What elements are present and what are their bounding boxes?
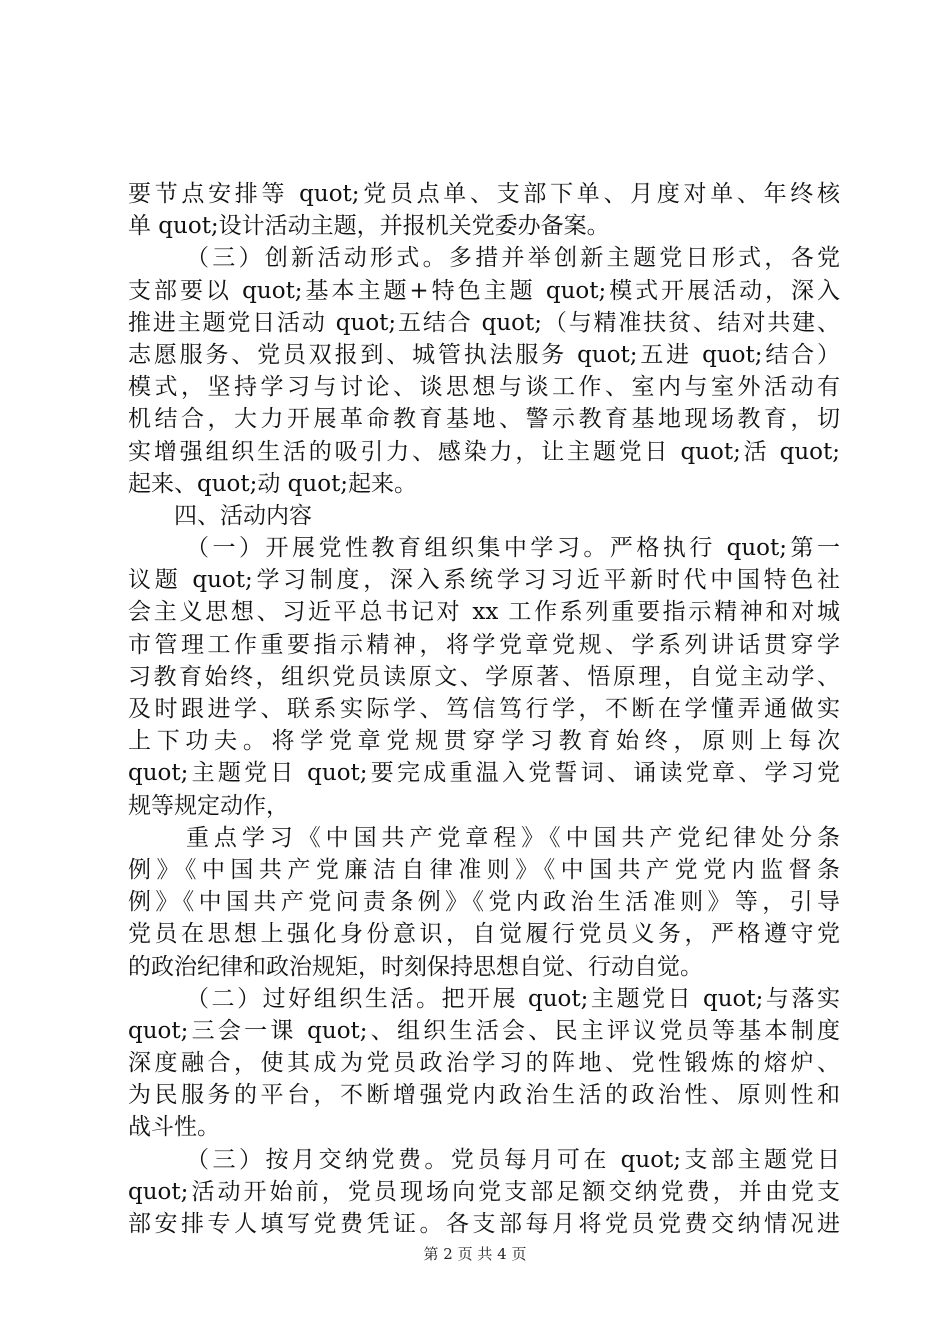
text-line: 上下功夫。将学党章党规贯穿学习教育始终，原则上每次 — [128, 728, 840, 755]
page-footer: 第 2 页 共 4 页 — [423, 1245, 527, 1263]
document-body — [128, 178, 840, 1240]
text-line: 部安排专人填写党费凭证。各支部每月将党员党费交纳情况进 — [128, 1211, 840, 1237]
text-line: 规等规定动作， — [128, 792, 289, 819]
text-line: 市管理工作重要指示精神，将学党章党规、学系列讲话贯穿学 — [128, 631, 840, 658]
text-line: 支部要以 quot;基本主题+特色主题 quot;模式开展活动，深入 — [128, 277, 840, 304]
text-line: （三）创新活动形式。多措并举创新主题党日形式，各党 — [186, 245, 840, 272]
text-line: 党员在思想上强化身份意识，自觉履行党员义务，严格遵守党 — [128, 921, 840, 948]
text-line: 习教育始终，组织党员读原文、学原著、悟原理，自觉主动学、 — [128, 663, 840, 690]
text-line: quot;活动开始前，党员现场向党支部足额交纳党费，并由党支 — [128, 1178, 840, 1205]
text-line: 例》《中国共产党问责条例》《党内政治生活准则》等，引导 — [128, 889, 840, 916]
text-line: 为民服务的平台，不断增强党内政治生活的政治性、原则性和 — [128, 1082, 840, 1109]
text-line: （三）按月交纳党费。党员每月可在 quot;支部主题党日 — [186, 1146, 840, 1173]
text-line: （一）开展党性教育组织集中学习。严格执行 quot;第一 — [186, 535, 840, 562]
text-line: 志愿服务、党员双报到、城管执法服务 quot;五进 quot;结合） — [128, 341, 840, 368]
text-line: 四、活动内容 — [174, 502, 312, 529]
text-line: 起来、quot;动 quot;起来。 — [128, 470, 418, 497]
text-line: quot;主题党日 quot;要完成重温入党誓词、诵读党章、学习党 — [128, 760, 840, 787]
text-line: 模式，坚持学习与讨论、谈思想与谈工作、室内与室外活动有 — [128, 374, 840, 401]
text-line: 及时跟进学、联系实际学、笃信笃行学，不断在学懂弄通做实 — [128, 696, 840, 722]
text-line: 战斗性。 — [128, 1114, 220, 1141]
text-line: 推进主题党日活动 quot;五结合 quot;（与精准扶贫、结对共建、 — [128, 309, 840, 336]
text-line: 实增强组织生活的吸引力、感染力，让主题党日 quot;活 quot; — [128, 438, 840, 465]
text-line: 会主义思想、习近平总书记对 xx 工作系列重要指示精神和对城 — [128, 599, 840, 626]
text-line: quot;三会一课 quot;、组织生活会、民主评议党员等基本制度 — [128, 1017, 840, 1044]
text-line: 单 quot;设计活动主题，并报机关党委办备案。 — [128, 213, 610, 240]
text-line: 深度融合，使其成为党员政治学习的阵地、党性锻炼的熔炉、 — [128, 1050, 840, 1077]
text-line: 要节点安排等 quot;党员点单、支部下单、月度对单、年终核 — [128, 181, 840, 207]
text-line: 的政治纪律和政治规矩，时刻保持思想自觉、行动自觉。 — [128, 953, 703, 980]
text-line: 重点学习《中国共产党章程》《中国共产党纪律处分条 — [186, 824, 840, 851]
text-line: （二）过好组织生活。把开展 quot;主题党日 quot;与落实 — [186, 985, 840, 1012]
text-line: 议题 quot;学习制度，深入系统学习习近平新时代中国特色社 — [128, 567, 840, 594]
text-line: 机结合，大力开展革命教育基地、警示教育基地现场教育，切 — [128, 406, 840, 433]
text-line: 例》《中国共产党廉洁自律准则》《中国共产党党内监督条 — [128, 856, 840, 883]
